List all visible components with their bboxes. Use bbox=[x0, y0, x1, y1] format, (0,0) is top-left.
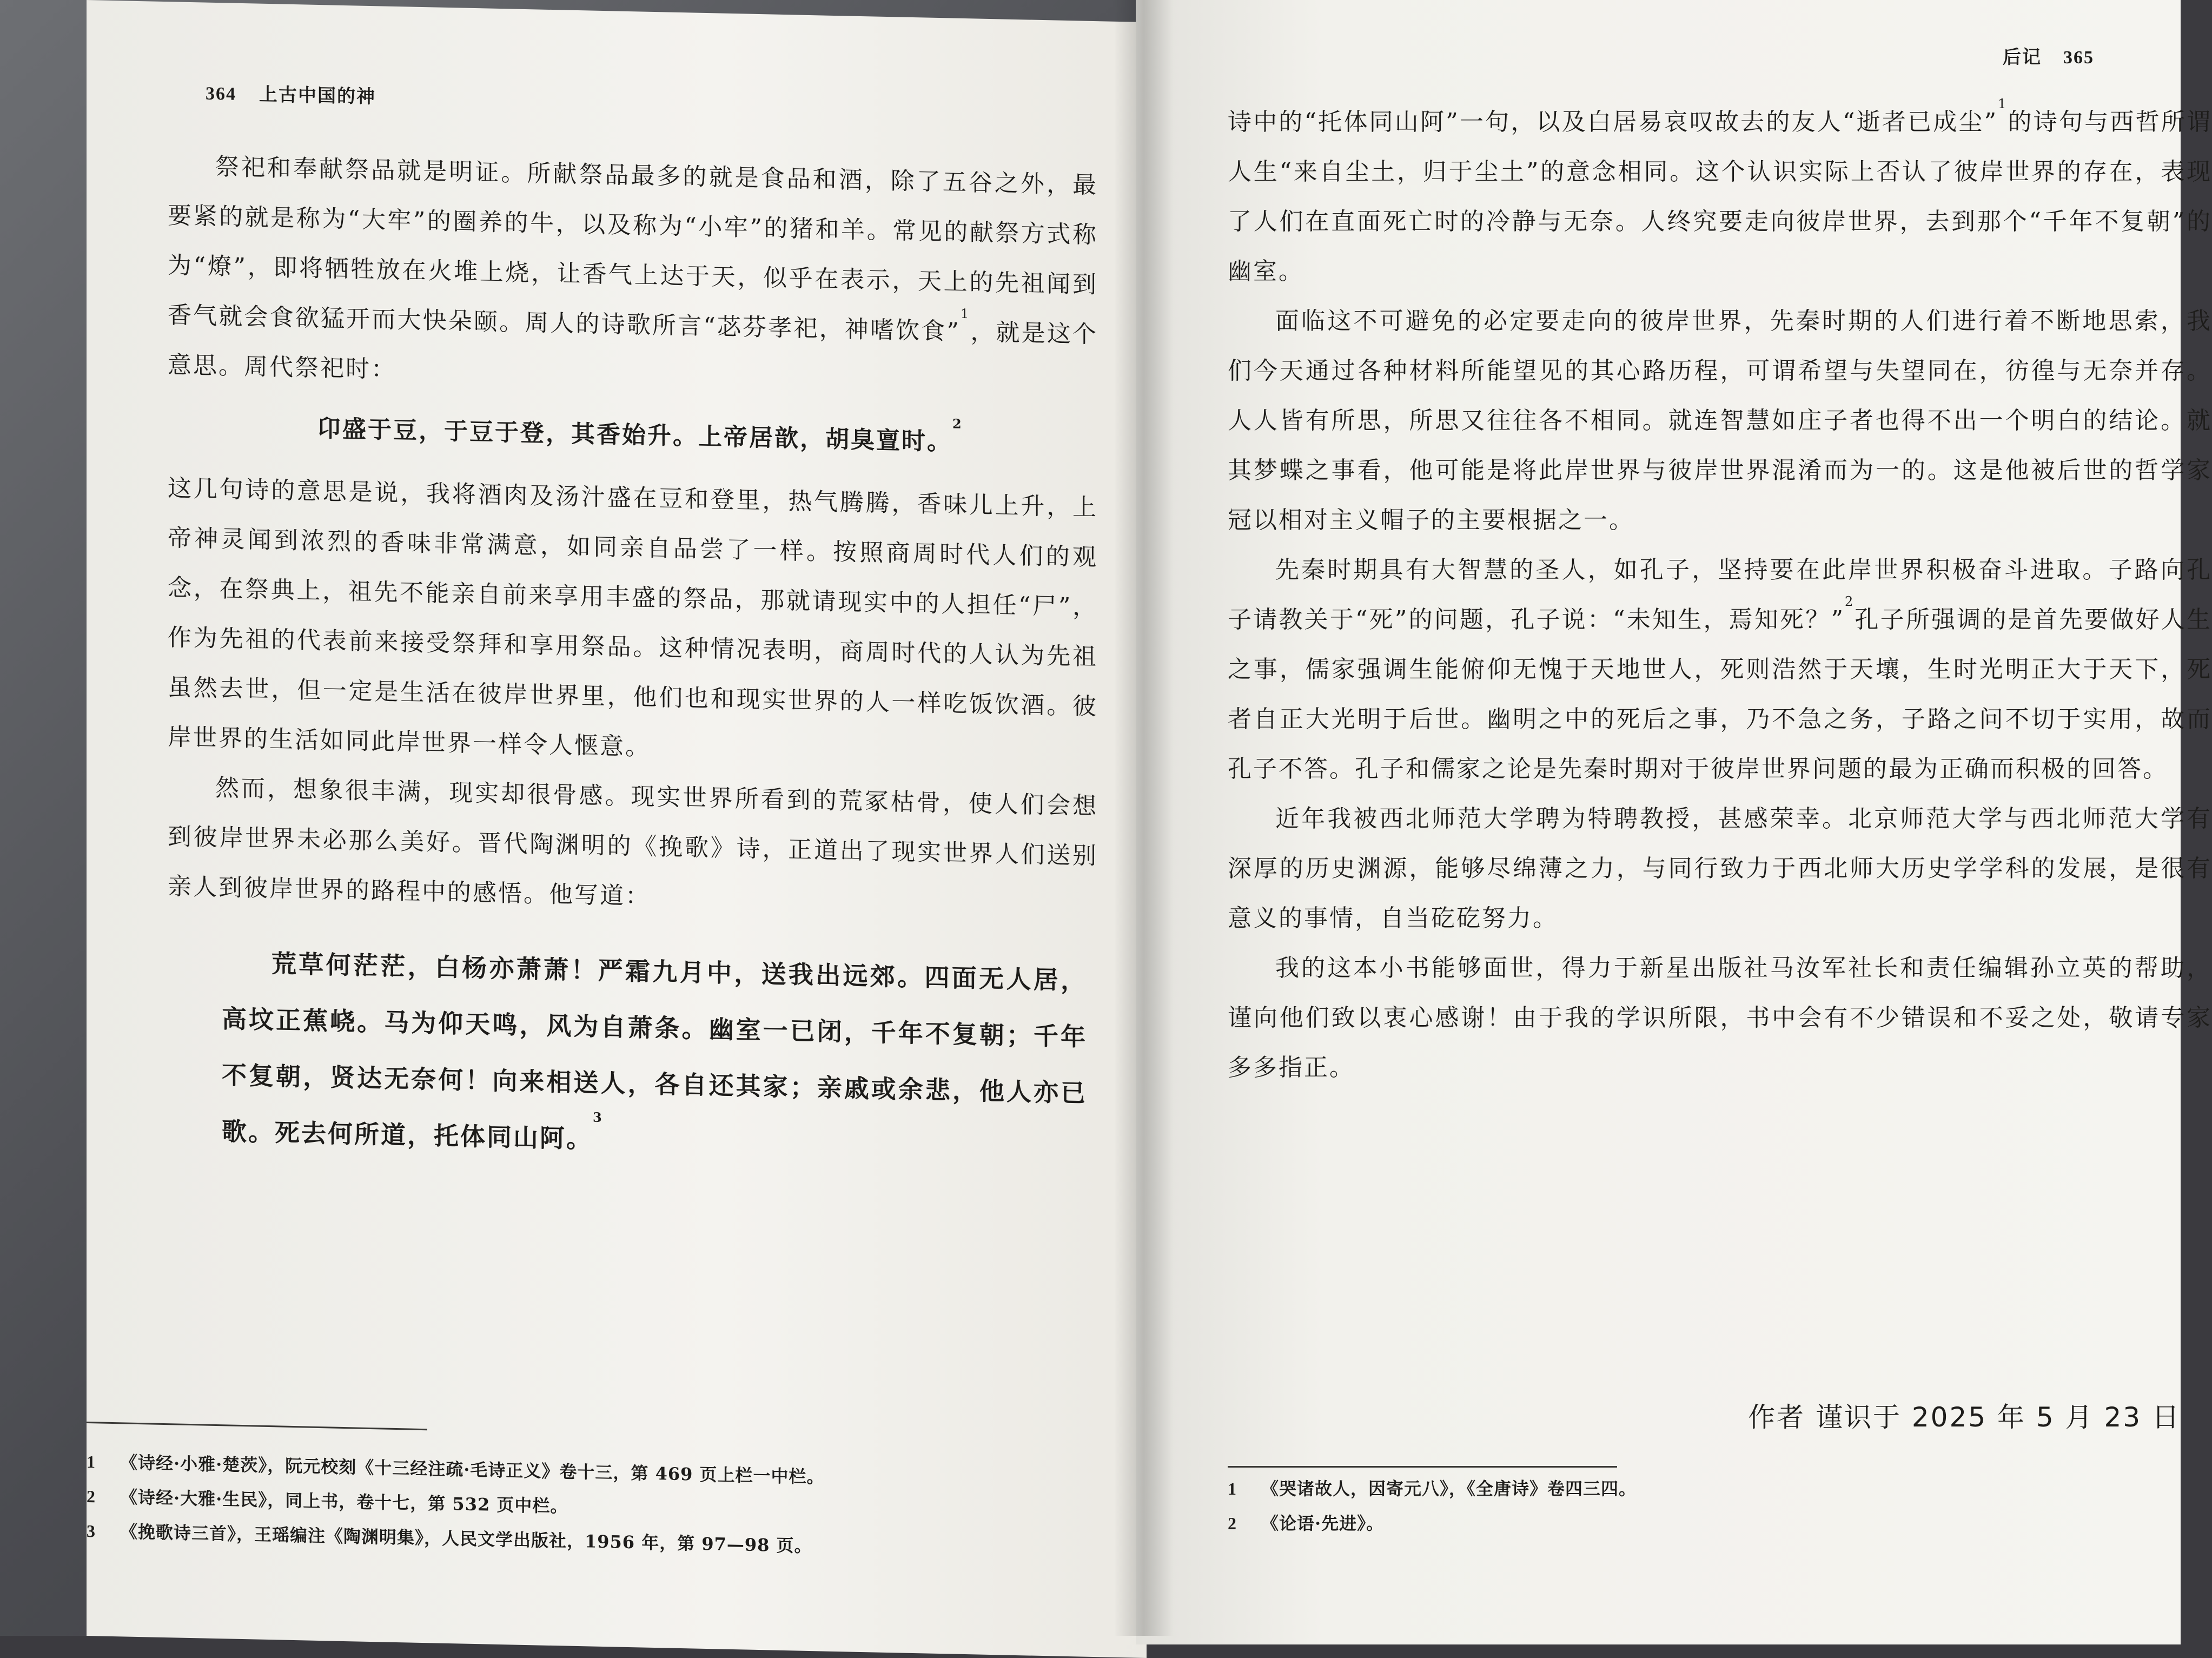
left-body-text bbox=[168, 141, 1098, 1199]
block-quote-poem: 荒草何茫茫，白杨亦萧萧！严霜九月中，送我出远郊。四面无人居，高坟正蕉峣。马为仰天鸣，风为自萧条。幽室一已闭，千年不复朝；千年不复朝，贤达无奈何！向来相送人，各自还其家；亲戚或余悲，他人亦已歌。死去何所道，托体同山阿。$^3$ bbox=[222, 949, 1087, 1154]
footnote-ref: 1 bbox=[960, 306, 971, 322]
footnote: 2 《诗经·大雅·生民》，同上书，卷十七，第 532 页中栏。 bbox=[87, 1487, 568, 1517]
left-footnotes bbox=[87, 1444, 1114, 1570]
footnote-divider bbox=[87, 1422, 427, 1430]
paragraph: 诗中的“托体同山阿”一句，以及白居易哀叹故去的友人“逝者已成尘”$^1$的诗句与西哲所谓人生“来自尘土，归于尘土”的意念相同。这个认识实际上否认了彼岸世界的存在，表现了人们在直面死亡时的冷静与无奈。人终究要走向彼岸世界，去到那个“千年不复朝”的幽室。 bbox=[1228, 96, 2212, 285]
paragraph: 先秦时期具有大智慧的圣人，如孔子，坚持要在此岸世界积极奋斗进取。子路向孔子请教关于“死”的问题，孔子说：“未知生，焉知死？”$^2$孔子所强调的是首先要做好人生之事，儒家强调生能俯仰无愧于天地世人，死则浩然于天壤，生时光明正大于天下，死者自正大光明于后世。幽明之中的死后之事，乃不急之务，子路之问不切于实用，故而孔子不答。孔子和儒家之论是先秦时期对于彼岸世界问题的最为正确而积极的回答。 bbox=[1228, 556, 2212, 783]
right-page-header bbox=[2003, 42, 2094, 69]
left-page-number: 364 bbox=[206, 83, 236, 104]
paragraph: 近年我被西北师范大学聘为特聘教授，甚感荣幸。北京师范大学与西北师范大学有深厚的历史渊源，能够尽绵薄之力，与同行致力于西北师大历史学学科的发展，是很有意义的事情，自当矻矻努力。 bbox=[1228, 805, 2212, 932]
footnote: 1 《诗经·小雅·楚茨》，阮元校刻《十三经注疏·毛诗正义》卷十三，第 469 页上栏一中栏。 bbox=[87, 1452, 825, 1488]
footnote-ref: 1 bbox=[1998, 96, 2008, 111]
right-page bbox=[1136, 0, 2212, 1644]
right-footnotes bbox=[1228, 1471, 2147, 1541]
book-gutter-shadow bbox=[1114, 0, 1174, 1636]
left-page-header bbox=[206, 78, 376, 109]
footnote-ref: 2 bbox=[1844, 594, 1855, 609]
footnote-ref: 3 bbox=[593, 1109, 604, 1126]
paragraph: 然而，想象很丰满，现实却很骨感。现实世界所看到的荒冢枯骨，使人们会想到彼岸世界未必那么美好。晋代陶渊明的《挽歌》诗，正道出了现实世界人们送别亲人到彼岸世界的路程中的感悟。他写道： bbox=[168, 774, 1098, 910]
footnote-ref: 2 bbox=[952, 415, 963, 432]
paragraph: 这几句诗的意思是说，我将酒肉及汤汁盛在豆和登里，热气腾腾，香味儿上升，上帝神灵闻到浓烈的香味非常满意，如同亲自品尝了一样。按照商周时代人们的观念，在祭典上，祖先不能亲自前来享用丰盛的祭品，那就请现实中的人担任“尸”，作为先祖的代表前来接受祭拜和享用祭品。这种情况表明，商周时代的人认为先祖虽然去世，但一定是生活在彼岸世界里，他们也和现实世界的人一样吃饭饮酒。彼岸世界的生活如同此岸世界一样令人惬意。 bbox=[168, 474, 1098, 761]
right-body-text bbox=[1228, 97, 2212, 1093]
left-page bbox=[87, 0, 1147, 1658]
footnote: 2 《论语·先进》。 bbox=[1228, 1513, 1385, 1534]
paragraph: 祭祀和奉献祭品就是明证。所献祭品最多的就是食品和酒，除了五谷之外，最要紧的就是称为“大牢”的圈养的牛，以及称为“小牢”的猪和羊。常见的献祭方式称为“燎”，即将牺牲放在火堆上烧，让香气上达于天，似乎在表示，天上的先祖闻到香气就会食欲猛开而大快朵颐。周人的诗歌所言“苾芬孝祀，神嗜饮食”$^1$，就是这个意思。周代祭祀时： bbox=[168, 153, 1098, 384]
footnote: 3 《挽歌诗三首》，王瑶编注《陶渊明集》，人民文学出版社，1956 年，第 97—98 页。 bbox=[87, 1521, 812, 1557]
footnote-divider bbox=[1228, 1466, 1617, 1468]
footnote: 1 《哭诸故人，因寄元八》，《全唐诗》卷四三四。 bbox=[1228, 1478, 1637, 1499]
paragraph: 面临这不可避免的必定要走向的彼岸世界，先秦时期的人们进行着不断地思索，我们今天通过各种材料所能望见的其心路历程，可谓希望与失望同在，彷徨与无奈并存。人人皆有所思，所思又往往各不相同。就连智慧如庄子者也得不出一个明白的结论。就其梦蝶之事看，他可能是将此岸世界与彼岸世界混淆而为一的。这是他被后世的哲学家冠以相对主义帽子的主要根据之一。 bbox=[1228, 307, 2212, 534]
right-running-title: 后记 bbox=[2003, 47, 2042, 68]
left-running-title: 上古中国的神 bbox=[259, 83, 376, 108]
author-signature: 作者 谨识于 2025 年 5 月 23 日 bbox=[1748, 1402, 2181, 1433]
block-quote: 卬盛于豆，于豆于登，其香始升。上帝居歆，胡臭亶时。$^2$ bbox=[317, 414, 963, 456]
right-page-number: 365 bbox=[2063, 48, 2094, 68]
paragraph: 我的这本小书能够面世，得力于新星出版社马汝军社长和责任编辑孙立英的帮助，谨向他们致以衷心感谢！由于我的学识所限，书中会有不少错误和不妥之处，敬请专家多多指正。 bbox=[1228, 954, 2212, 1081]
